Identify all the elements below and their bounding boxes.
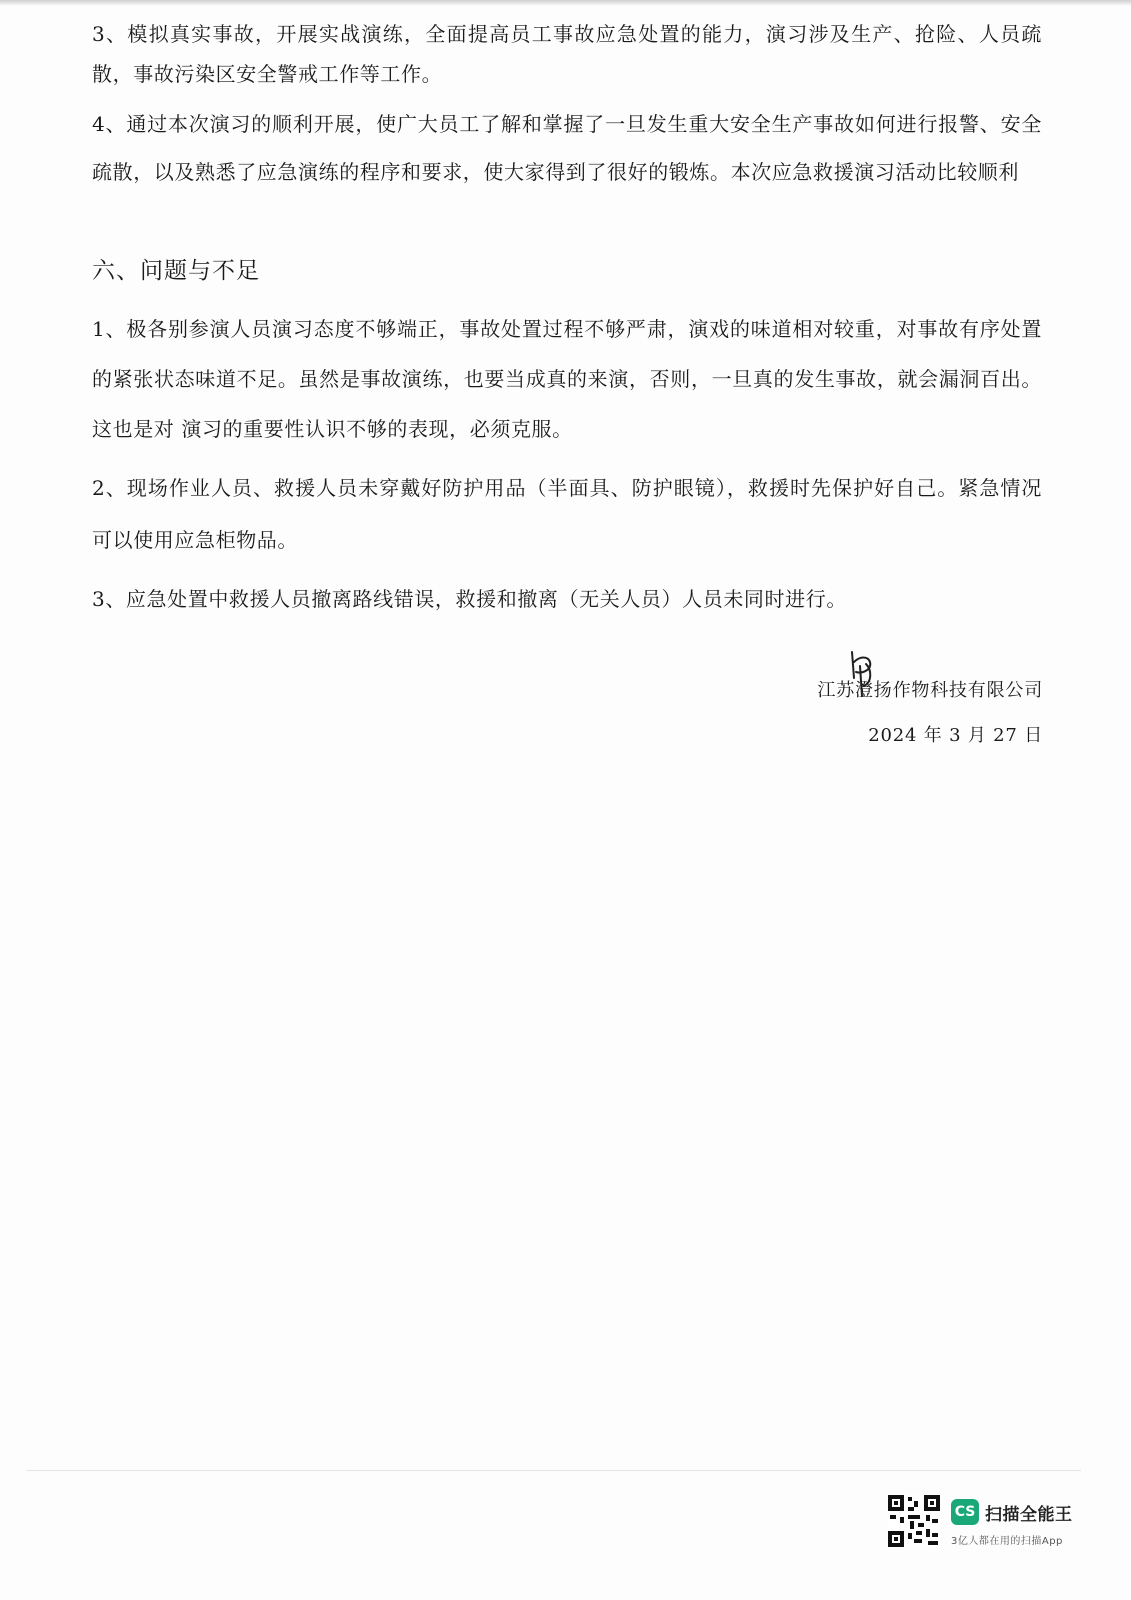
app-tagline-watermark: 3亿人都在用的扫描App (951, 1536, 1063, 1547)
section-heading-problems: 六、问题与不足 (92, 258, 260, 284)
scan-top-edge (0, 0, 1131, 6)
problem-item-1: 1、极各别参演人员演习态度不够端正，事故处置过程不够严肃，演戏的味道相对较重，对事故有序处置的紧张状态味道不足。虽然是事故演练，也要当成真的来演，否则，一旦真的发生事故，就会漏洞百出。这也是对 演习的重要性认识不够的表现，必须克服。 (92, 317, 1042, 441)
camscanner-logo-icon: CS (951, 1499, 979, 1525)
app-name-watermark: 扫描全能王 (985, 1505, 1073, 1525)
signature-date: 2024 年 3 月 27 日 (868, 725, 1043, 746)
problem-item-2: 2、现场作业人员、救援人员未穿戴好防护用品（半面具、防护眼镜），救援时先保护好自己。紧急情况可以使用应急柜物品。 (92, 476, 1042, 552)
problem-item-3: 3、应急处置中救援人员撤离路线错误，救援和撤离（无关人员）人员未同时进行。 (92, 587, 847, 611)
footer-divider (26, 1470, 1081, 1471)
paragraph-item-3: 3、模拟真实事故，开展实战演练，全面提高员工事故应急处置的能力，演习涉及生产、抢险、人员疏散，事故污染区安全警戒工作等工作。 (92, 22, 1042, 86)
paragraph-item-4: 4、通过本次演习的顺利开展，使广大员工了解和掌握了一旦发生重大安全生产事故如何进行报警、安全疏散，以及熟悉了应急演练的程序和要求，使大家得到了很好的锻炼。本次应急救援演习活动比较顺利 (92, 112, 1042, 184)
signature-company: 江苏澄扬作物科技有限公司 (817, 680, 1043, 701)
qr-code-icon (888, 1495, 940, 1547)
